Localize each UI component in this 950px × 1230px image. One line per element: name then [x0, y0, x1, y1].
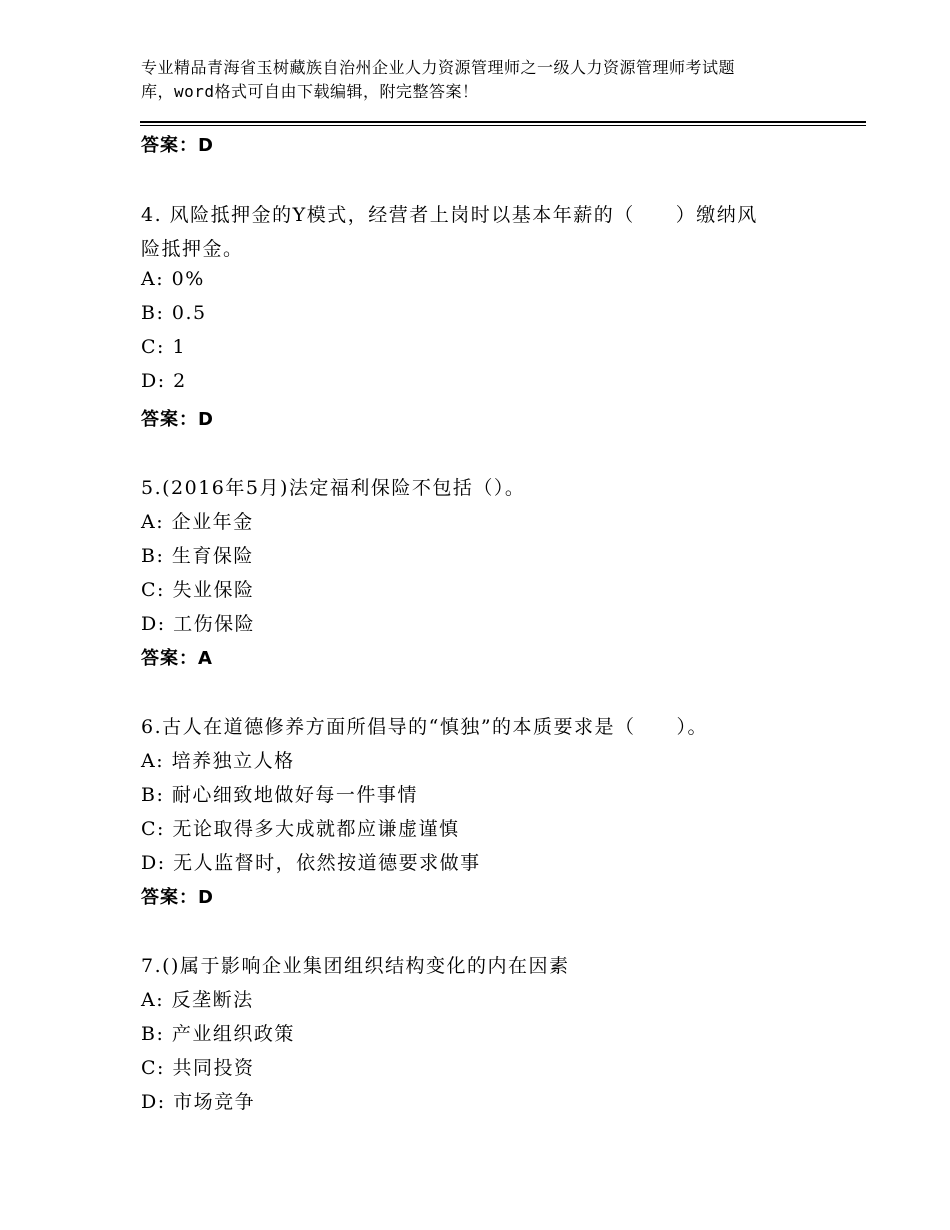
q6-option-a: A: 培养独立人格 [141, 750, 295, 772]
q5-option-b: B: 生育保险 [141, 545, 254, 567]
q7-option-c: C: 共同投资 [141, 1057, 255, 1079]
q6-option-c: C: 无论取得多大成就都应谦虚谨慎 [141, 818, 460, 840]
q5-option-d: D: 工伤保险 [141, 613, 256, 635]
q4-stem-line-2: 险抵押金。 [141, 238, 244, 260]
q4-answer: 答案：D [141, 409, 214, 430]
q5-option-c: C: 失业保险 [141, 579, 255, 601]
q7-option-d: D: 市场竞争 [141, 1091, 256, 1113]
q4-option-a: A: 0% [141, 268, 205, 290]
q4-option-d: D: 2 [141, 370, 187, 392]
header-divider-thin [140, 125, 866, 126]
q6-option-d: D: 无人监督时，依然按道德要求做事 [141, 852, 481, 874]
header-line-2: 库，word格式可自由下载编辑，附完整答案！ [141, 82, 479, 101]
q5-answer: 答案：A [141, 648, 213, 669]
document-header [141, 56, 831, 104]
q7-option-b: B: 产业组织政策 [141, 1023, 295, 1045]
header-line-1: 专业精品青海省玉树藏族自治州企业人力资源管理师之一级人力资源管理师考试题 [141, 58, 736, 77]
q4-option-c: C: 1 [141, 336, 187, 358]
q5-option-a: A: 企业年金 [141, 511, 254, 533]
q4-stem-line-1: 4. 风险抵押金的Y模式，经营者上岗时以基本年薪的（ ）缴纳风 [141, 204, 758, 226]
q4-option-b: B: 0.5 [141, 302, 207, 324]
q6-answer: 答案：D [141, 887, 214, 908]
q6-option-b: B: 耐心细致地做好每一件事情 [141, 784, 418, 806]
header-divider-thick [140, 121, 866, 123]
q5-stem: 5.(2016年5月)法定福利保险不包括（）。 [141, 477, 526, 499]
q6-stem: 6.古人在道德修养方面所倡导的“慎独”的本质要求是（ ）。 [141, 716, 709, 738]
q7-stem: 7.()属于影响企业集团组织结构变化的内在因素 [141, 955, 570, 977]
answer-prev: 答案：D [141, 135, 214, 156]
q7-option-a: A: 反垄断法 [141, 989, 254, 1011]
